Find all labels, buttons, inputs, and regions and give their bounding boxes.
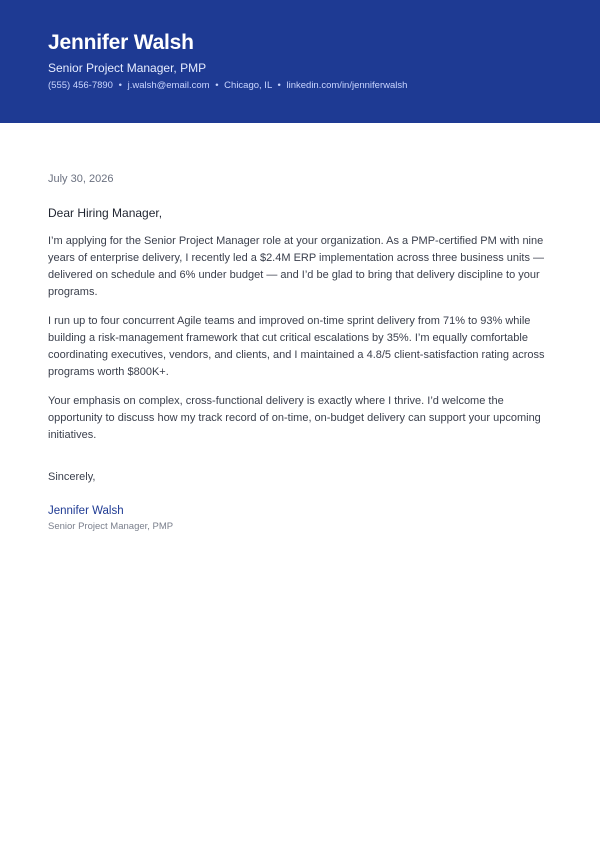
salutation: Dear Hiring Manager, [48, 206, 163, 220]
closing: Sincerely, [48, 471, 96, 483]
contact-separator: • [277, 80, 281, 91]
body-paragraph: I run up to four concurrent Agile teams and improved on-time sprint delivery from 71% to 93% while building a risk-management framework that cut critical escalations by 35%. I’m equally comfortable coordinating executives, vendors, and clients, and I maintained a 4.8/5 client-satisfaction rating across programs worth $800K+. [48, 315, 545, 378]
signature-title: Senior Project Manager, PMP [48, 521, 174, 532]
header-title: Senior Project Manager, PMP [48, 61, 207, 75]
contact-separator: • [118, 80, 122, 91]
letter-header [0, 0, 600, 123]
contact-linkedin[interactable]: linkedin.com/in/jenniferwalsh [286, 80, 408, 91]
contact-separator: • [215, 80, 219, 91]
contact-phone: (555) 456-7890 [48, 80, 113, 91]
body-paragraph: I’m applying for the Senior Project Manager role at your organization. As a PMP-certified PM with nine years of enterprise delivery, I recently led a $2.4M ERP implementation across three business units — delivered on schedule and 6% under budget — and I’d be glad to bring that delivery discipline to your programs. [48, 235, 545, 298]
contact-line [48, 80, 407, 91]
letter-date: July 30, 2026 [48, 173, 114, 185]
contact-email[interactable]: j.walsh@email.com [127, 80, 210, 91]
header-name: Jennifer Walsh [48, 31, 194, 54]
contact-location: Chicago, IL [224, 80, 272, 91]
signature-name: Jennifer Walsh [48, 505, 124, 517]
letter-body [48, 233, 552, 456]
body-paragraph: Your emphasis on complex, cross-functional delivery is exactly where I thrive. I’d welcome the opportunity to discuss how my track record of on-time, on-budget delivery can support your upcoming initiatives. [48, 395, 541, 441]
